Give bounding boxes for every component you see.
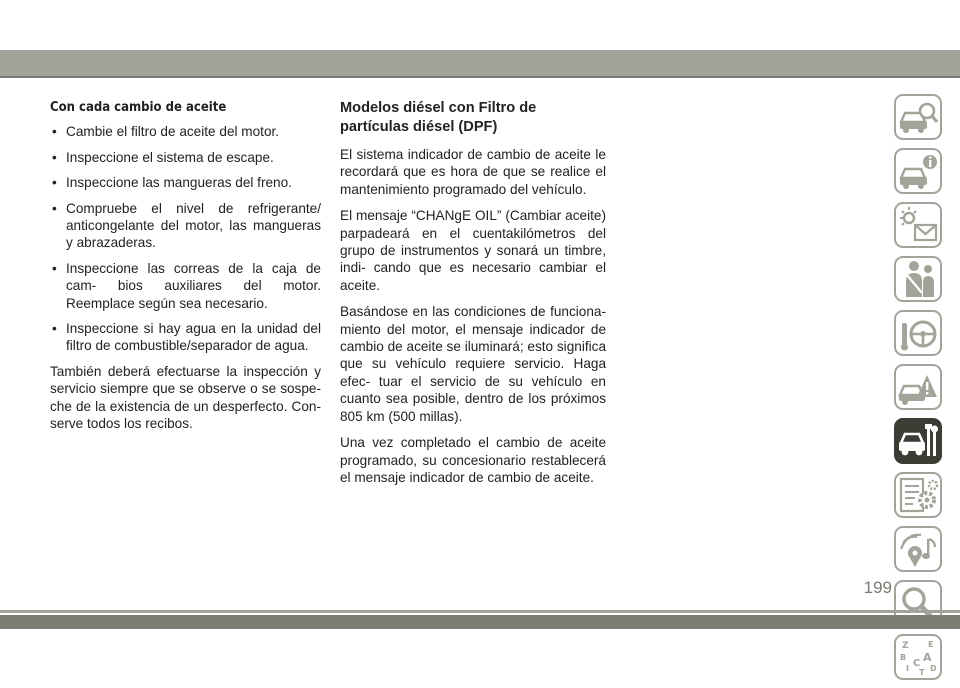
paragraph: Una vez completado el cambio de aceite programado, su concesionario restablecerá el mensaje indicador de cambio de aceite. [340, 435, 606, 485]
chapter-tabs-sidebar [894, 94, 946, 688]
index-letter: E [928, 640, 934, 649]
car-service-tools-icon [897, 421, 939, 461]
index-letter: Z [902, 641, 909, 651]
list-item: • Compruebe el nivel de refrigerante/ anticongelante del motor, las mangueras y abrazaderas. [50, 200, 321, 252]
section-heading-oil-change: Con cada cambio de aceite [50, 100, 227, 115]
index-letter: D [930, 664, 937, 673]
list-item: • Inspeccione si hay agua en la unidad del filtro de combustible/separador de agua. [50, 320, 321, 355]
index-letter: A [923, 651, 932, 664]
index-letter: C [913, 658, 921, 669]
car-info-icon [897, 151, 939, 191]
tab-safety[interactable] [894, 256, 942, 302]
footer-band [0, 615, 960, 629]
list-item: • Inspeccione las correas de la caja de cam- bios auxiliares del motor. Reemplace según sea necesario. [50, 260, 321, 312]
steering-wheel-start-icon [897, 313, 939, 353]
list-item: • Inspeccione el sistema de escape. [50, 149, 321, 166]
tab-emergency[interactable] [894, 364, 942, 410]
tab-alphabetical-index[interactable] [894, 634, 942, 680]
footer-band-line [0, 610, 960, 613]
tab-servicing-maintenance[interactable] [894, 418, 942, 464]
paragraph: También deberá efectuarse la inspección y servicio siempre que se observe o se sospe- che de la existencia de un desperfecto. Con- serve todos los recibos. [50, 363, 321, 432]
tab-car-info[interactable] [894, 148, 942, 194]
header-band [0, 50, 960, 76]
header-band-line [0, 76, 960, 78]
car-search-icon [897, 97, 939, 137]
left-column [50, 99, 321, 442]
tab-multimedia[interactable] [894, 526, 942, 572]
warning-light-message-icon [897, 205, 939, 245]
alphabetical-index-icon [897, 637, 939, 677]
tab-car-search[interactable] [894, 94, 942, 140]
seatbelt-safety-icon [897, 259, 939, 299]
right-column [340, 99, 606, 495]
multimedia-icon [897, 529, 939, 569]
tab-technical-specifications[interactable] [894, 472, 942, 518]
tab-warning-lights[interactable] [894, 202, 942, 248]
paragraph: El mensaje “CHANgE OIL” (Cambiar aceite) parpadeará en el cuentakilómetros del grupo de instrumentos y sonará un timbre, indi- cando que es necesario cambiar el aceite. [340, 208, 606, 293]
car-emergency-icon [897, 367, 939, 407]
list-item: • Inspeccione las mangueras del freno. [50, 174, 321, 191]
specifications-gear-icon [897, 475, 939, 515]
index-letter: I [906, 664, 909, 673]
section-heading-diesel-dpf: Modelos diésel con Filtro de partículas diésel (DPF) [340, 100, 537, 135]
list-item: • Cambie el filtro de aceite del motor. [50, 123, 321, 140]
tab-starting-operating[interactable] [894, 310, 942, 356]
index-letter: B [900, 653, 907, 662]
paragraph: El sistema indicador de cambio de aceite le recordará que es hora de que se realice el mantenimiento programado del vehículo. [340, 147, 606, 197]
paragraph: Basándose en las condiciones de funciona- miento del motor, el mensaje indicador de cambio de aceite se iluminará; esto significa que su vehículo requiere servicio. Haga efec- tuar el servicio de su vehículo en cuanto sea posible, dentro de los próximos 805 km (500 millas). [340, 304, 606, 424]
index-letter: T [919, 668, 925, 677]
page-number: 199 [863, 578, 892, 597]
